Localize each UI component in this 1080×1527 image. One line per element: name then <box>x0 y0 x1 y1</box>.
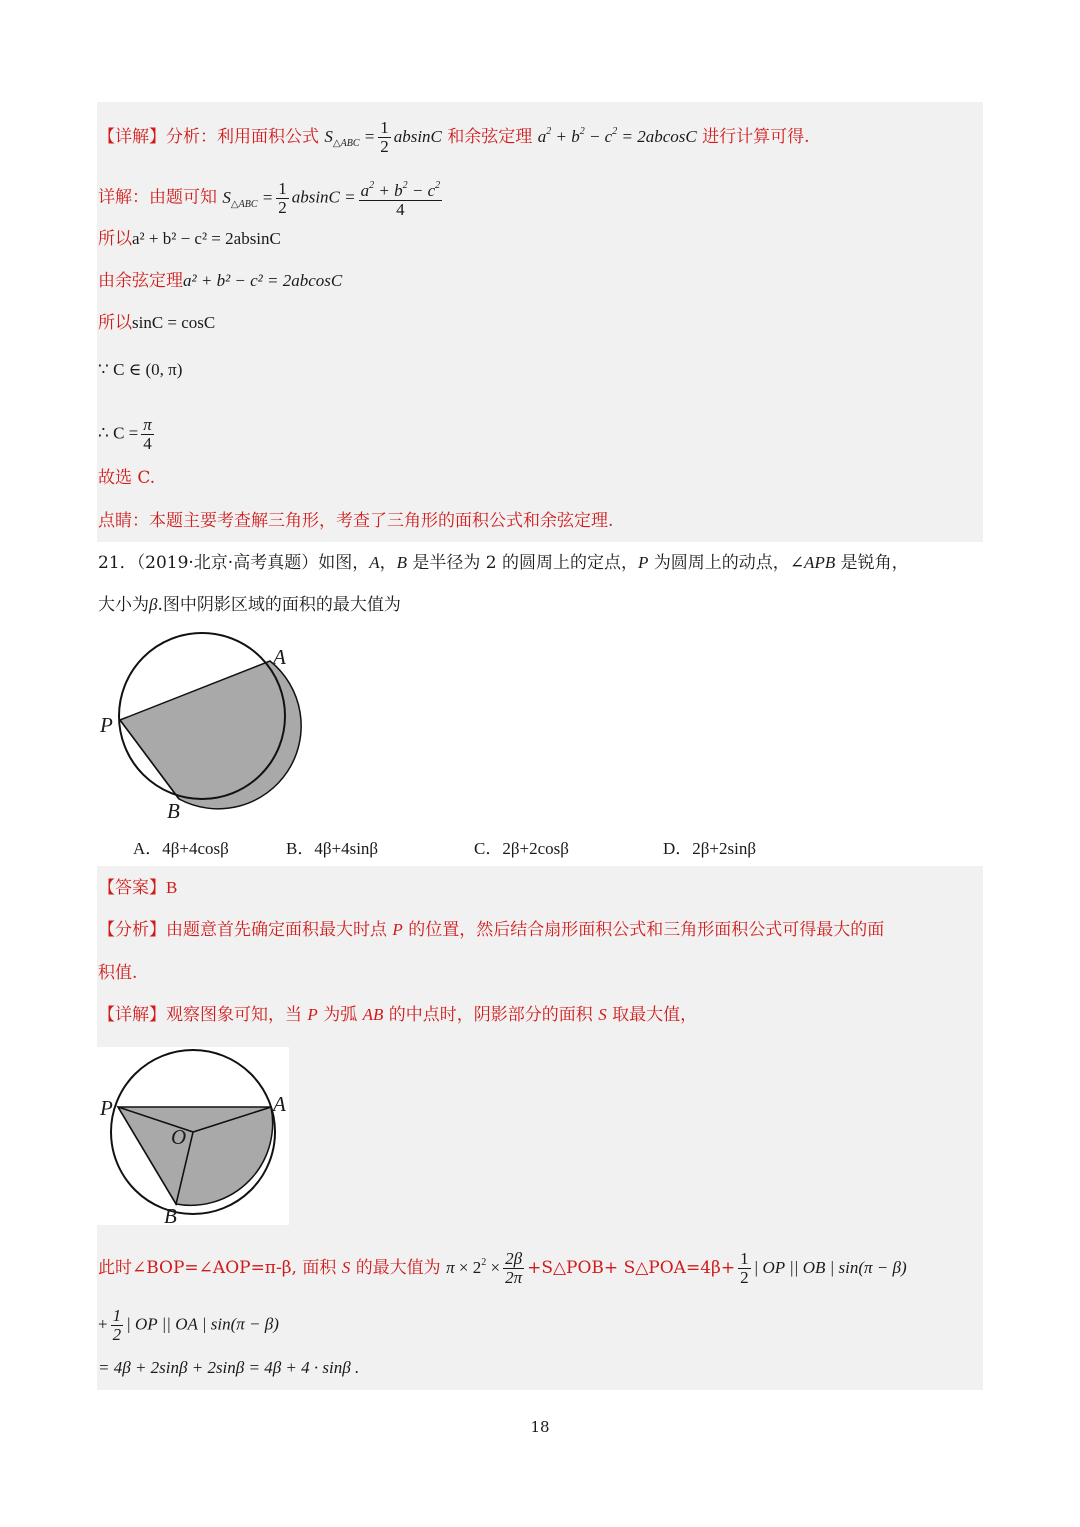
sol20-choice: 故选 C. <box>98 468 156 488</box>
option-a: A．4β+4cosβ <box>133 839 229 858</box>
sol20-so1: 所以a² + b² − c² = 2absinC <box>98 229 281 249</box>
label-B: B <box>167 799 180 823</box>
sol21-calc-line3: = 4β + 2sinβ + 2sinβ = 4β + 4 · sinβ . <box>98 1358 360 1377</box>
sol21-detail: 【详解】观察图象可知，当 P 为弧 AB 的中点时，阴影部分的面积 S 取最大值， <box>98 1005 698 1025</box>
label-O: O <box>171 1125 187 1149</box>
option-b: B．4β+4sinβ <box>286 839 379 858</box>
label-P: P <box>100 1096 113 1120</box>
sol21-analysis-line1: 【分析】由题意首先确定面积最大时点 P 的位置，然后结合扇形面积公式和三角形面积公式可得最大的面 <box>98 920 885 940</box>
sol21-calc-line1: 此时∠BOP=∠AOP=π-β, 面积 S 的最大值为 $\pi \times 2^2$ × $\frac{2\beta}{2\pi}$ +S△POB+ S△POA=4β+ $\frac{1}{2}$ | OP || OB | sin(π − β) <box>98 1249 907 1287</box>
sol20-cosine-law: 由余弦定理a² + b² − c² = 2abcosC <box>98 271 343 291</box>
label-P: P <box>100 713 113 737</box>
sol21-answer: 【答案】B <box>98 878 178 898</box>
sol21-calc-line2: + $\frac{1}{2}$ | OP || OA | sin(π − β) <box>98 1306 279 1344</box>
sol20-so2: 所以sinC = cosC <box>98 313 216 333</box>
sol20-comment: 点睛：本题主要考查解三角形，考查了三角形的面积公式和余弦定理. <box>98 511 614 531</box>
page-number: 18 <box>530 1418 550 1436</box>
q21-stem-line1: 21．（2019·北京·高考真题）如图，A，B 是半径为 2 的圆周上的定点，P 为圆周上的动点，∠APB 是锐角， <box>98 553 909 573</box>
sol20-therefore: ∴ C = $\frac{\pi}{4}$ <box>98 415 152 453</box>
q21-figure <box>92 628 312 828</box>
sol21-analysis-line2: 积值. <box>98 963 138 983</box>
q21-stem-line2: 大小为β.图中阴影区域的面积的最大值为 <box>98 595 401 615</box>
solution20-background <box>97 102 983 542</box>
sol20-detail: 详解：由题可知 $S_{\triangle ABC}$ = $\frac{1}{2}$ absinC = $\frac{a^2 + b^2 - c^2}{4}$ <box>98 178 441 219</box>
sol20-because: ∵ C ∈ (0, π) <box>98 360 183 379</box>
sol20-analysis: 【详解】分析：利用面积公式 $S_{\triangle ABC}$ = $\frac{1}{2}$ absinC 和余弦定理 $a^2 + b^2 - c^2 = 2abcosC$ 进行计算可得. <box>98 118 810 156</box>
option-d: D．2β+2sinβ <box>663 839 757 858</box>
solution-figure <box>97 1047 289 1225</box>
label-B: B <box>164 1204 177 1225</box>
label-A: A <box>273 645 286 669</box>
option-c: C．2β+2cosβ <box>474 839 569 858</box>
shaded-region <box>120 661 301 809</box>
label-A: A <box>273 1092 286 1116</box>
